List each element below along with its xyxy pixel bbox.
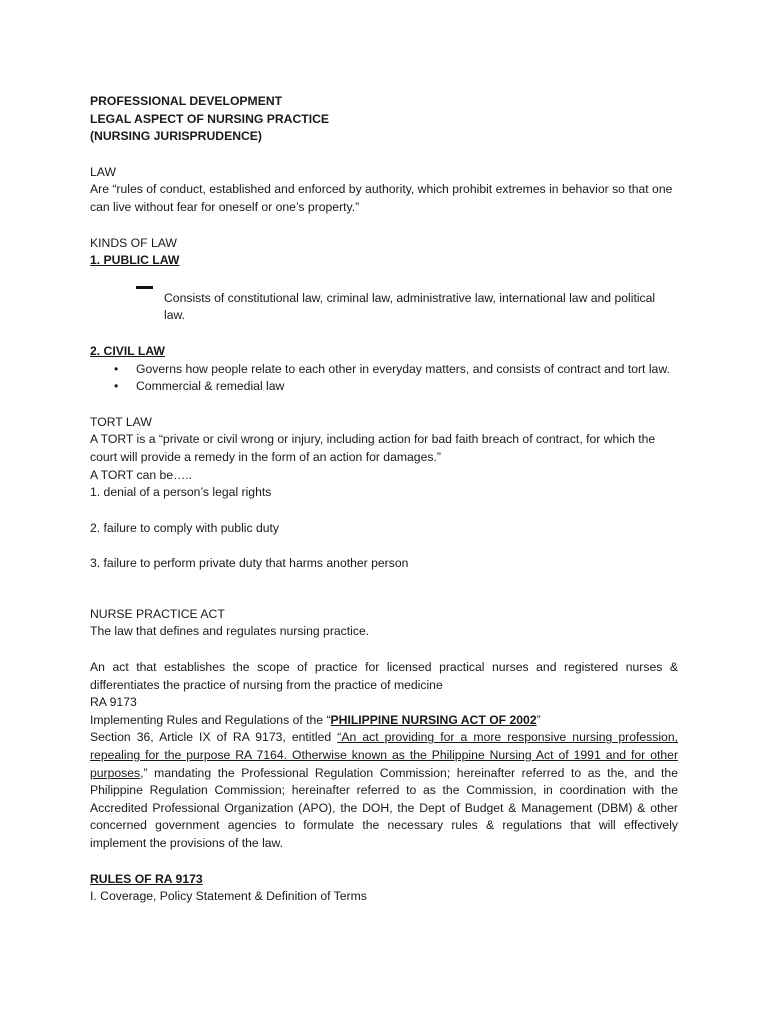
law-heading: LAW <box>90 164 116 179</box>
npa-ra-number: RA 9173 <box>90 695 137 710</box>
kinds-of-law-heading: KINDS OF LAW <box>90 235 177 250</box>
dash-bullet-icon <box>136 286 153 289</box>
section-act-title: “An act providing for a more responsive nursing profession, repealing for the purpose RA 7164. Otherwise known as the Philippine Nursing Act of 1991 and for other purposes <box>90 730 678 780</box>
irr-act-title: PHILIPPINE NURSING ACT OF 2002 <box>330 712 537 727</box>
public-law-item <box>90 290 678 325</box>
section-rest: ,” mandating the Professional Regulation Commission; hereinafter referred to as the, and the Philippine Regulation Commission; hereinafter referred to as the Commission, in coordination with the Accredited Professional Organization (APO), the DOH, the Dept of Budget & Management (DBM) & other concerned government agencies to formulate the necessary rules & regulations that will effectively implement the provisions of the law. <box>90 765 678 850</box>
tort-can-be: A TORT can be….. <box>90 467 193 482</box>
tort-definition: A TORT is a “private or civil wrong or injury, including action for bad faith breach of contract, for which the court will provide a remedy in the form of an action for damages.” <box>90 432 656 464</box>
civil-law-title: 2. CIVIL LAW <box>90 343 165 358</box>
doc-title-line-1: PROFESSIONAL DEVELOPMENT <box>90 94 283 108</box>
irr-suffix: ” <box>536 712 541 727</box>
npa-heading: NURSE PRACTICE ACT <box>90 606 225 621</box>
document-page <box>90 93 678 906</box>
bullet-icon: • <box>114 361 119 376</box>
bullet-icon: • <box>114 379 119 394</box>
npa-paragraph: An act that establishes the scope of practice for licensed practical nurses and registered nurses & differentiates the practice of nursing from the practice of medicine <box>90 660 678 692</box>
public-law-text: Consists of constitutional law, criminal law, administrative law, international law and political law. <box>164 290 656 323</box>
npa-definition: The law that defines and regulates nursing practice. <box>90 624 370 639</box>
list-item-text: Commercial & remedial law <box>136 379 285 394</box>
tort-law-heading: TORT LAW <box>90 414 152 429</box>
npa-irr-line <box>90 712 678 730</box>
list-item-text: Governs how people relate to each other in everyday matters, and consists of contract and tort law. <box>136 361 670 376</box>
rules-heading: RULES OF RA 9173 <box>90 871 203 886</box>
doc-title-line-2: LEGAL ASPECT OF NURSING PRACTICE <box>90 111 330 126</box>
npa-section-paragraph <box>90 729 678 852</box>
irr-prefix: Implementing Rules and Regulations of the “ <box>90 712 331 727</box>
tort-item-1: 1. denial of a person’s legal rights <box>90 485 272 500</box>
list-item <box>90 361 678 379</box>
rules-item-1: I. Coverage, Policy Statement & Definition of Terms <box>90 889 367 904</box>
section-prefix: Section 36, Article IX of RA 9173, entitled <box>90 730 338 745</box>
tort-item-3: 3. failure to perform private duty that harms another person <box>90 556 409 571</box>
law-definition: Are “rules of conduct, established and enforced by authority, which prohibit extremes in behavior so that one can live without fear for oneself or one’s property.” <box>90 182 673 214</box>
doc-title-line-3: (NURSING JURISPRUDENCE) <box>90 129 262 144</box>
public-law-title: 1. PUBLIC LAW <box>90 253 180 268</box>
list-item <box>90 378 678 396</box>
tort-item-2: 2. failure to comply with public duty <box>90 520 279 535</box>
civil-law-list <box>90 361 678 396</box>
